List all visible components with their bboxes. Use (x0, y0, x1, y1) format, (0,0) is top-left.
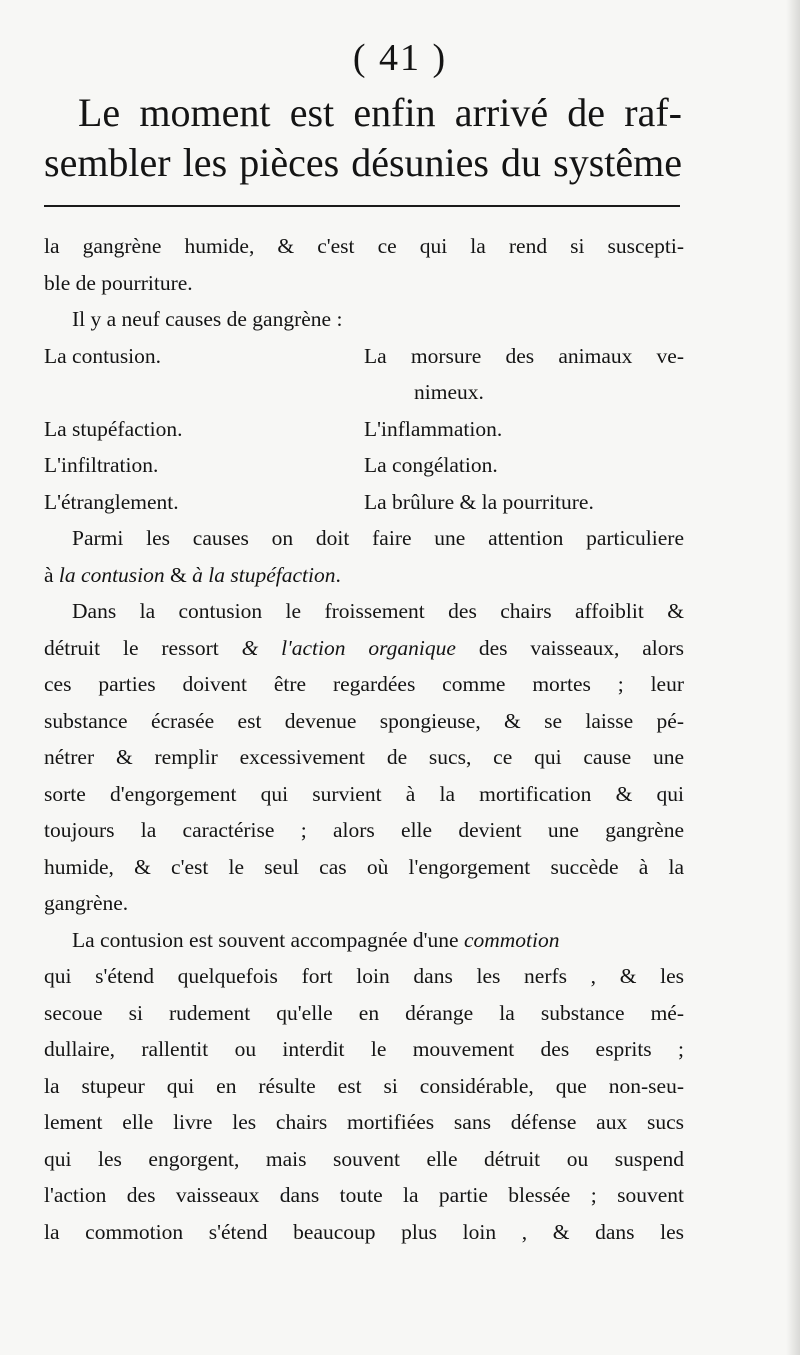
causes-heading: Il y a neuf causes de gangrène : (72, 307, 343, 331)
italic-run: à la stupéfaction (192, 562, 336, 587)
text-line: secoue si rudement qu'elle en dérange la substance mé- (44, 1000, 684, 1025)
text-line: la commotion s'étend beaucoup plus loin , & dans les (44, 1219, 684, 1244)
text-line: qui s'étend quelquefois fort loin dans les nerfs , & les (44, 964, 684, 988)
text-run: détruit le ressort (44, 635, 242, 660)
cause-item: La congélation. (364, 453, 498, 477)
text-line (44, 922, 684, 959)
header-rule (44, 205, 680, 207)
text-line: substance écrasée est devenue spongieuse, & se laisse pé- (44, 708, 684, 733)
cause-item-continuation: nimeux. (414, 380, 484, 404)
cause-item: L'infiltration. (44, 453, 159, 477)
text-line: ble de pourriture. (44, 270, 193, 295)
cause-item (44, 374, 364, 411)
text-line (44, 630, 684, 667)
text-line: la stupeur qui en résulte est si considérable, que non-seu- (44, 1073, 684, 1098)
text-line: nétrer & remplir excessivement de sucs, ce qui cause une (44, 745, 684, 769)
page-number: ( 41 ) (352, 37, 448, 79)
text-line: ces parties doivent être regardées comme mortes ; leur (44, 672, 684, 696)
text-line: Dans la contusion le froissement des chairs affoiblit & (72, 599, 684, 623)
text-line: sorte d'engorgement qui survient à la mortification & qui (44, 781, 684, 806)
italic-run: & l'action organique (241, 635, 456, 660)
text-run: à (44, 562, 59, 587)
cause-item: L'étranglement. (44, 489, 179, 514)
running-head-line-2: sembler les pièces désunies du systême (44, 140, 682, 185)
text-line: la gangrène humide, & c'est ce qui la rend si suscepti- (44, 234, 684, 258)
italic-run: la contusion (58, 562, 165, 587)
text-line: toujours la caractérise ; alors elle devient une gangrène (44, 818, 684, 842)
cause-item: La contusion. (44, 343, 162, 368)
text-run: La contusion est souvent accompagnée d'une (72, 927, 464, 952)
text-line: lement elle livre les chairs mortifiées sans défense aux sucs (44, 1110, 684, 1134)
text-run: . (335, 562, 341, 587)
text-line: l'action des vaisseaux dans toute la partie blessée ; souvent (44, 1183, 684, 1207)
causes-list (44, 338, 684, 521)
italic-run: commotion (463, 927, 560, 952)
text-run: des vaisseaux, alors (455, 635, 684, 660)
text-line: humide, & c'est le seul cas où l'engorgement succède à la (44, 854, 684, 879)
cause-item: La brûlure & la pourriture. (364, 489, 594, 514)
text-line: dullaire, rallentit ou interdit le mouvement des esprits ; (44, 1037, 684, 1061)
text-line: qui les engorgent, mais souvent elle détruit ou suspend (44, 1146, 684, 1171)
cause-item: La morsure des animaux ve- (364, 343, 684, 368)
text-line (44, 557, 684, 594)
text-line: Parmi les causes on doit faire une attention particuliere (72, 526, 684, 550)
running-head-line-1: Le moment est enfin arrivé de raf- (78, 90, 682, 135)
text-run: & (164, 562, 193, 587)
text-line: gangrène. (44, 891, 129, 915)
cause-item: L'inflammation. (364, 416, 503, 441)
page-gutter-shadow (786, 0, 800, 1355)
cause-item: La stupéfaction. (44, 416, 183, 441)
body-text (44, 228, 684, 1250)
